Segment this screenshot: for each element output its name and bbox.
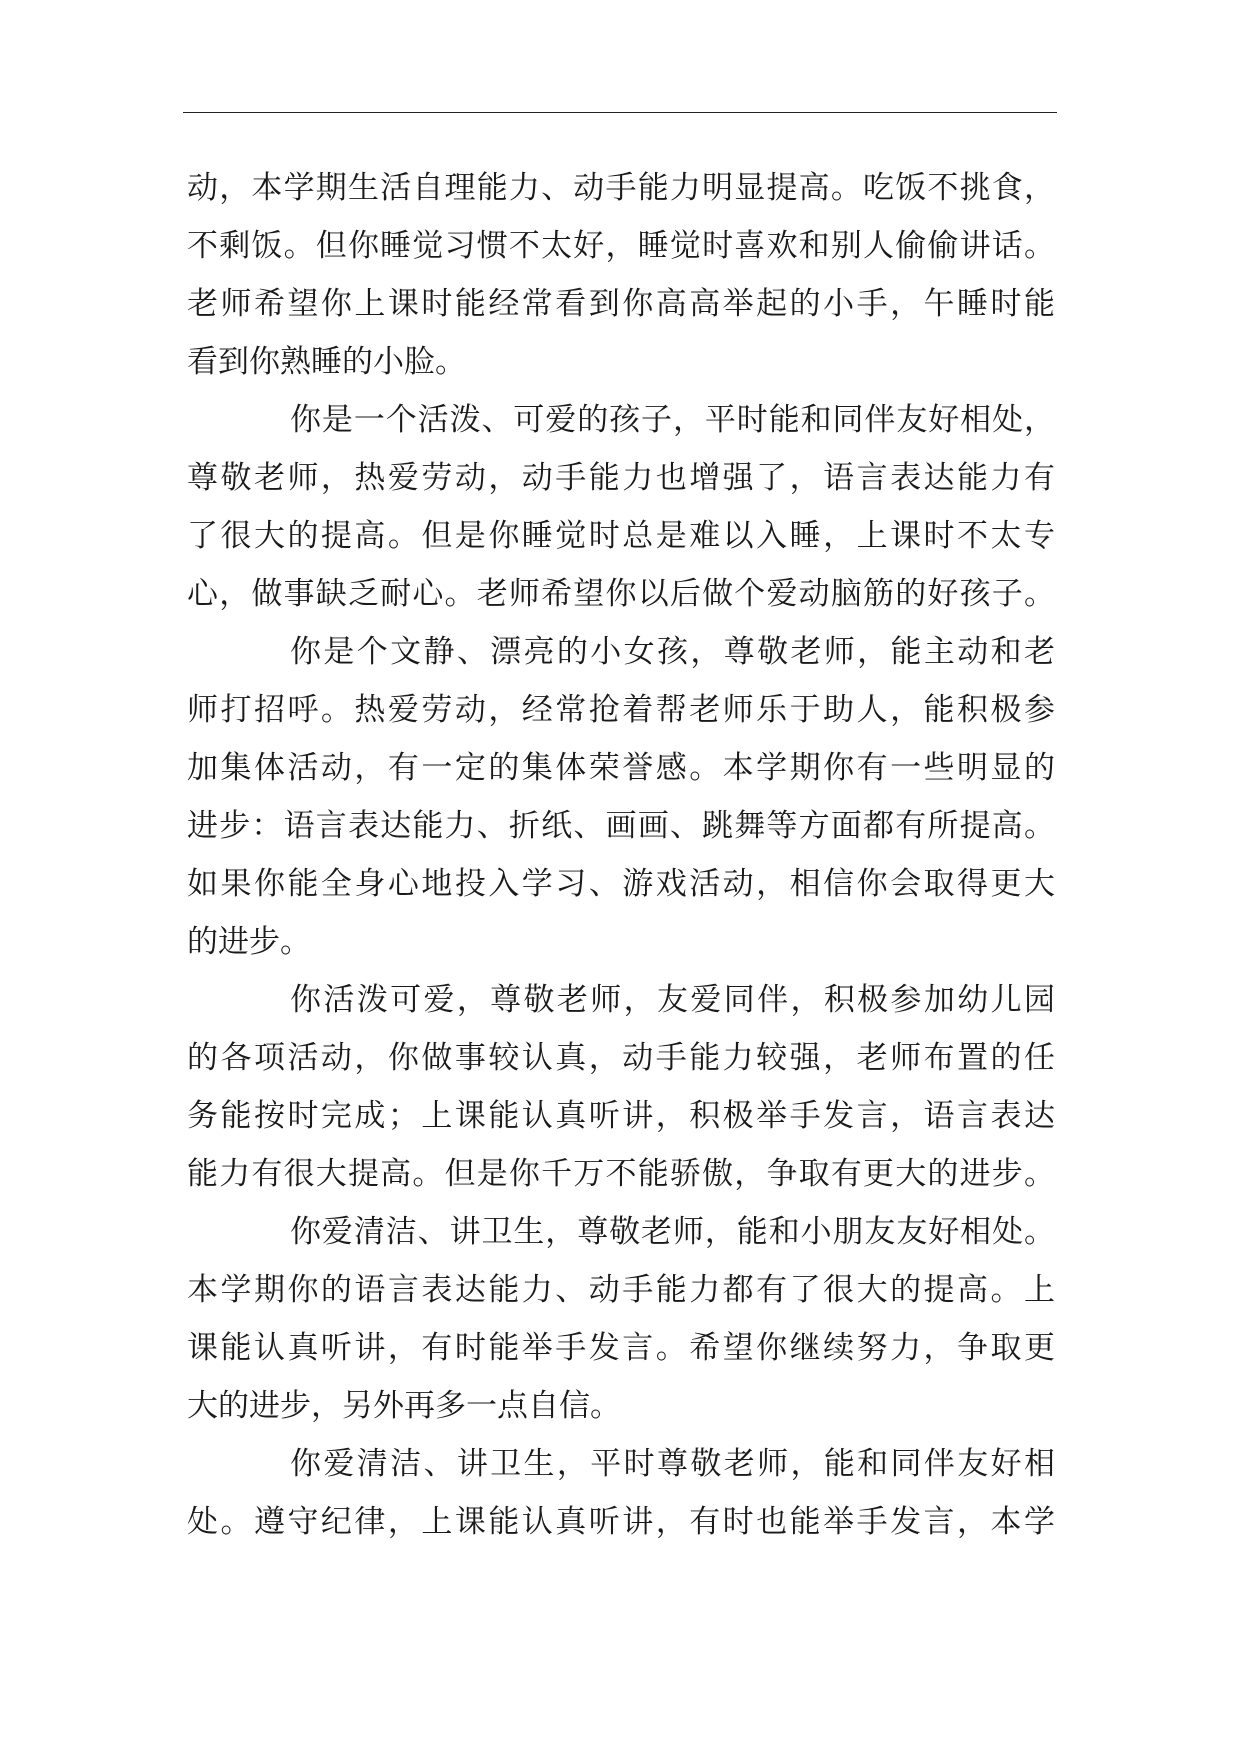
text-line: 你是个文静、漂亮的小女孩，尊敬老师，能主动和老 [290, 634, 1055, 670]
paragraph-1 [187, 159, 1055, 391]
text-line: 处。遵守纪律，上课能认真听讲，有时也能举手发言，本学 [187, 1504, 1055, 1540]
text-line: 加集体活动，有一定的集体荣誉感。本学期你有一些明显的 [187, 750, 1055, 786]
body-text [187, 159, 1055, 1551]
text-line: 师打招呼。热爱劳动，经常抢着帮老师乐于助人，能积极参 [187, 692, 1055, 728]
text-line: 务能按时完成；上课能认真听讲，积极举手发言，语言表达 [187, 1098, 1055, 1134]
text-line: 的各项活动，你做事较认真，动手能力较强，老师布置的任 [187, 1040, 1055, 1076]
text-line: 了很大的提高。但是你睡觉时总是难以入睡，上课时不太专 [187, 518, 1055, 554]
text-line: 你爱清洁、讲卫生，平时尊敬老师，能和同伴友好相 [290, 1446, 1055, 1482]
paragraph-5 [187, 1203, 1055, 1435]
text-line: 课能认真听讲，有时能举手发言。希望你继续努力，争取更 [187, 1330, 1055, 1366]
text-line: 尊敬老师，热爱劳动，动手能力也增强了，语言表达能力有 [187, 460, 1055, 496]
text-line: 不剩饭。但你睡觉习惯不太好，睡觉时喜欢和别人偷偷讲话。 [187, 228, 1055, 264]
text-line: 你活泼可爱，尊敬老师，友爱同伴，积极参加幼儿园 [290, 982, 1055, 1018]
paragraph-6 [187, 1435, 1055, 1551]
text-line: 能力有很大提高。但是你千万不能骄傲，争取有更大的进步。 [187, 1156, 1055, 1192]
text-line: 动，本学期生活自理能力、动手能力明显提高。吃饭不挑食， [187, 170, 1055, 206]
text-line: 看到你熟睡的小脸。 [187, 344, 466, 380]
text-line: 如果你能全身心地投入学习、游戏活动，相信你会取得更大 [187, 866, 1055, 902]
text-line: 心，做事缺乏耐心。老师希望你以后做个爱动脑筋的好孩子。 [187, 576, 1055, 612]
paragraph-2 [187, 391, 1055, 623]
text-line: 你是一个活泼、可爱的孩子，平时能和同伴友好相处， [290, 402, 1055, 438]
text-line: 进步：语言表达能力、折纸、画画、跳舞等方面都有所提高。 [187, 808, 1055, 844]
paragraph-4 [187, 971, 1055, 1203]
text-line: 你爱清洁、讲卫生，尊敬老师，能和小朋友友好相处。 [290, 1214, 1055, 1250]
header-rule [183, 112, 1057, 113]
text-line: 本学期你的语言表达能力、动手能力都有了很大的提高。上 [187, 1272, 1055, 1308]
text-line: 老师希望你上课时能经常看到你高高举起的小手，午睡时能 [187, 286, 1055, 322]
text-line: 大的进步，另外再多一点自信。 [187, 1388, 621, 1424]
paragraph-3 [187, 623, 1055, 971]
text-line: 的进步。 [187, 924, 311, 960]
